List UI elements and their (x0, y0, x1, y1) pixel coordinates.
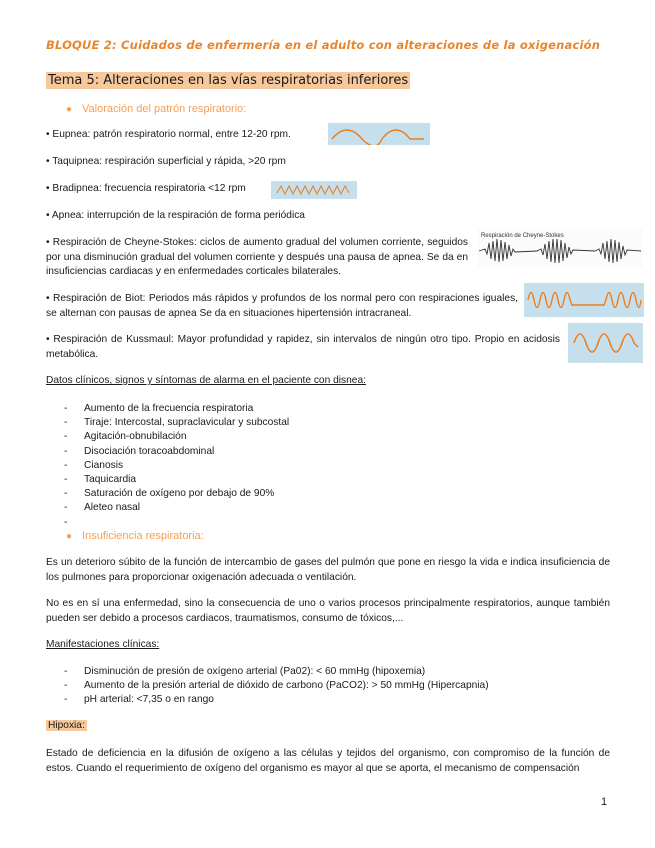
list-item: - Aumento de la frecuencia respiratoria (64, 403, 254, 414)
manifestaciones-title: Manifestaciones clínicas: (46, 639, 160, 650)
cheyne-chart-label: Respiración de Cheyne-Stokes (481, 233, 564, 239)
apnea-text: • Apnea: interrupción de la respiración de forma periódica (46, 210, 305, 221)
paragraph-consequence: No es en sí una enfermedad, sino la consecuencia de uno o varios procesos principalmente respiratorios, aunque también pueden ser debido a procesos cardiacos, traumatismos, consumo de tóxicos,... (46, 598, 610, 624)
page-number: 1 (601, 796, 608, 808)
paragraph-hipoxia: Estado de deficiencia en la difusión de oxígeno a las células y tejidos del organismo, con compromiso de la función de estos. Cuando el requerimiento de oxígeno del organismo es mayor al que se aporta, el mecanismo de compensación (46, 748, 610, 774)
hipoxia-heading: Hipoxia: (48, 720, 85, 731)
kussmaul-text: • Respiración de Kussmaul: Mayor profundidad y rapidez, sin intervalos de ningún otro tipo. Propio en acidosis metabólica. (46, 334, 560, 360)
datos-clinicos-title: Datos clínicos, signos y síntomas de alarma en el paciente con disnea: (46, 375, 366, 386)
bullet-icon: ● (66, 104, 73, 115)
section-heading-insuficiencia (66, 530, 204, 542)
bradipnea-text: • Bradipnea: frecuencia respiratoria <12 rpm (46, 183, 246, 194)
eupnea-wave-image (328, 123, 430, 145)
biot-text: • Respiración de Biot: Periodos más rápidos y profundos de los normal pero con respiraciones iguales, se alternan con pausas de apnea Se da en situaciones hipertensión intracraneal. (46, 293, 518, 319)
biot-wave-image (524, 283, 644, 317)
section-heading-valoracion (66, 103, 246, 115)
list-item: - Disociación toracoabdominal (64, 445, 215, 457)
paragraph-definition: Es un deterioro súbito de la función de intercambio de gases del pulmón que pone en riesgo la vida e indica insuficiencia de los pulmones para proporcionar oxigenación adecuada o ventilación. (46, 557, 610, 583)
list-item: - Tiraje: Intercostal, supraclavicular y subcostal (64, 417, 290, 429)
section-heading-text: Valoración del patrón respiratorio: (82, 103, 247, 115)
list-item: - Aleteo nasal (64, 502, 141, 514)
kussmaul-wave-image (568, 323, 643, 363)
list-item: - Cianosis (64, 459, 124, 471)
section-heading-text: Insuficiencia respiratoria: (82, 530, 204, 542)
list-item: - Saturación de oxígeno por debajo de 90% (64, 488, 275, 500)
list-item: - Aumento de la presión arterial de dióxido de carbono (PaCO2): > 50 mmHg (Hipercapnia) (64, 680, 489, 692)
bradipnea-wave-image (271, 181, 357, 199)
list-item: - Agitación-obnubilación (64, 431, 187, 443)
bullet-icon: ● (66, 531, 73, 542)
list-item: - Disminución de presión de oxígeno arterial (Pa02): < 60 mmHg (hipoxemia) (64, 666, 426, 677)
document-header: BLOQUE 2: Cuidados de enfermería en el adulto con alteraciones de la oxigenación (46, 38, 601, 52)
list-item: - Taquicardia (64, 474, 137, 486)
eupnea-text: • Eupnea: patrón respiratorio normal, entre 12-20 rpm. (46, 129, 291, 140)
list-item: - (64, 516, 68, 528)
topic-title: Tema 5: Alteraciones en las vías respiratorias inferiores (48, 73, 409, 88)
manifestaciones-list (64, 665, 489, 708)
cheyne-stokes-chart (477, 229, 643, 267)
taquipnea-text: • Taquipnea: respiración superficial y rápida, >20 rpm (46, 156, 286, 167)
datos-clinicos-list (64, 402, 289, 530)
cheyne-stokes-text: • Respiración de Cheyne-Stokes: ciclos de aumento gradual del volumen corriente, seguidos por una disminución gradual del volumen corriente y después una pausa de apnea. Se da en insuficiencias cardiacas y en enfermedades corticales bilaterales. (46, 237, 468, 277)
list-item: - pH arterial: <7,35 o en rango (64, 694, 214, 706)
